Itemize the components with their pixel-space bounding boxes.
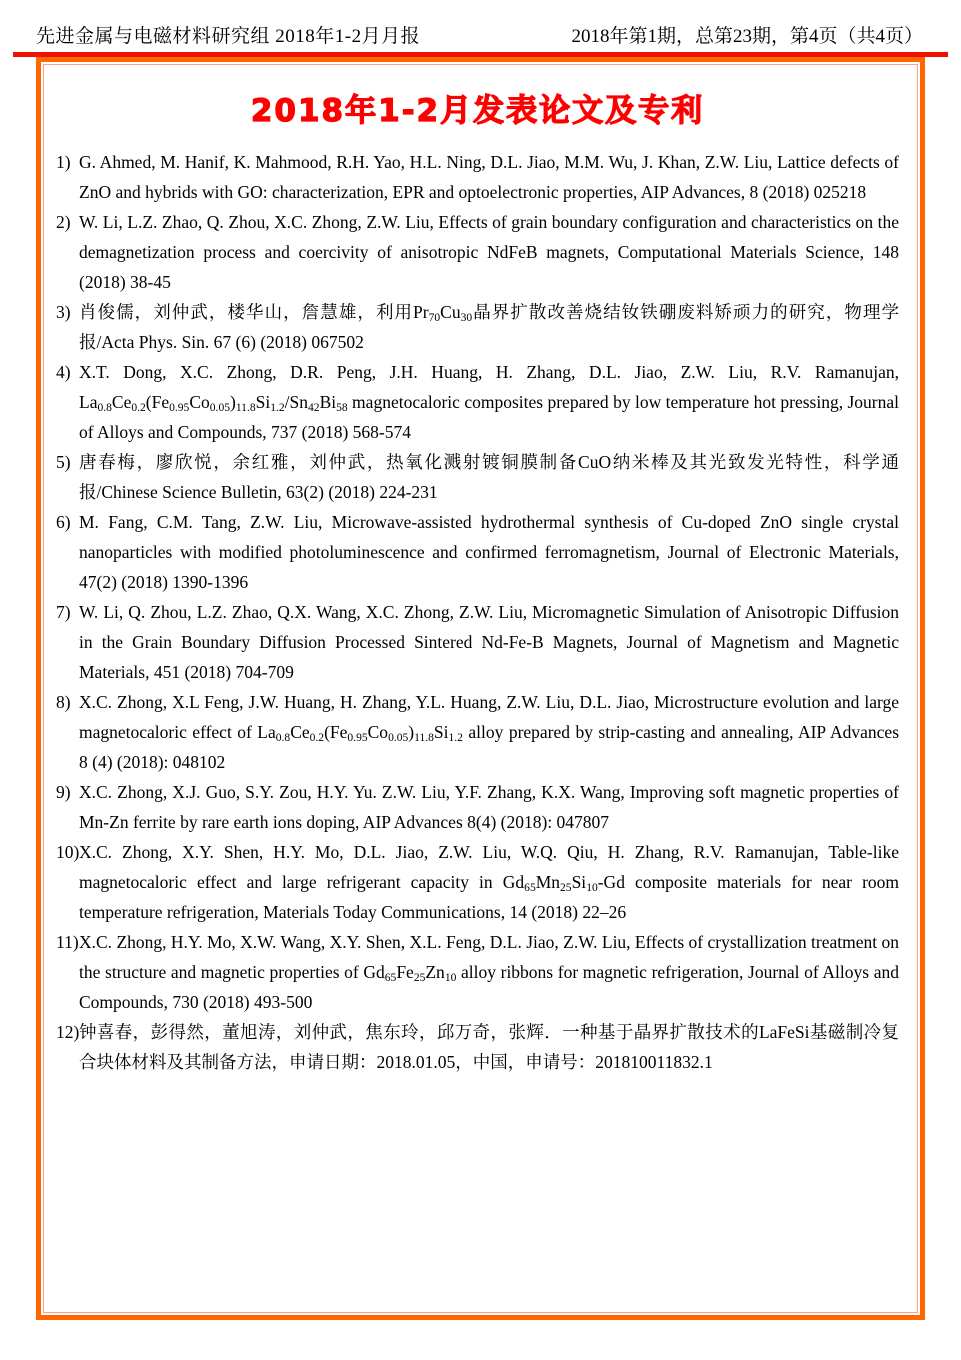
chemical-subscript: 10 [586, 881, 598, 894]
chemical-subscript: 58 [336, 401, 348, 414]
chemical-subscript: 65 [524, 881, 536, 894]
references-list [54, 147, 901, 1077]
reference-item [54, 147, 899, 207]
reference-item [54, 1017, 899, 1077]
reference-number: 1) [56, 152, 71, 172]
header-group-name: 先进金属与电磁材料研究组 2018年1-2月月报 [36, 26, 421, 47]
header-issue-info: 2018年第1期，总第23期，第4页（共4页） [571, 26, 923, 47]
reference-text: 钟喜春，彭得然，董旭涛，刘仲武，焦东玲，邱万奇，张辉．一种基于晶界扩散技术的LaFeSi基磁制冷复合块体材料及其制备方法，申请日期：2018.01.05，中国，申请号：201810011832.1 [79, 1022, 899, 1072]
chemical-subscript: 0.2 [131, 401, 146, 414]
content-frame-outer [36, 57, 925, 1320]
reference-number: 7) [56, 602, 71, 622]
chemical-subscript: 42 [308, 401, 320, 414]
reference-item [54, 777, 899, 837]
chemical-subscript: 0.95 [169, 401, 190, 414]
chemical-subscript: 10 [444, 971, 457, 984]
chemical-subscript: 0.05 [209, 401, 230, 414]
reference-item [54, 597, 899, 687]
reference-item [54, 507, 899, 597]
reference-text: W. Li, Q. Zhou, L.Z. Zhao, Q.X. Wang, X.C. Zhong, Z.W. Liu, Micromagnetic Simulation of Anisotropic Diffusion in the Grain Boundary Diffusion Processed Sintered Nd-Fe-B Magnets, Journal of Magnetism and Magnetic Materials, 451 (2018) 704-709 [79, 602, 899, 682]
reference-text: X.C. Zhong, X.L Feng, J.W. Huang, H. Zhang, Y.L. Huang, Z.W. Liu, D.L. Jiao, Microstructure evolution and large magnetocaloric effect of $La_{0.8}Ce_{0.2}(Fe_{0.95}Co_{0.05})_{11.8}Si_{1.2}$ alloy prepared by strip-casting and annealing, AIP Advances 8 (4) (2018): 048102 [79, 692, 899, 772]
reference-number: 11) [56, 932, 79, 952]
reference-item [54, 207, 899, 297]
page-header [0, 0, 961, 50]
content-frame-inner [43, 64, 918, 1313]
reference-item [54, 297, 899, 357]
chemical-subscript: 70 [428, 311, 441, 324]
reference-number: 3) [56, 302, 71, 322]
chemical-subscript: 25 [560, 881, 572, 894]
chemical-subscript: 0.8 [97, 401, 112, 414]
chemical-subscript: 0.95 [347, 731, 368, 744]
chemical-subscript: 0.8 [275, 731, 291, 744]
reference-text: W. Li, L.Z. Zhao, Q. Zhou, X.C. Zhong, Z.W. Liu, Effects of grain boundary configuration and characteristics on the demagnetization process and coercivity of anisotropic NdFeB magnets, Computational Materials Science, 148 (2018) 38-45 [79, 212, 899, 292]
chemical-subscript: 11.8 [414, 731, 434, 744]
chemical-subscript: 65 [384, 971, 397, 984]
reference-number: 2) [56, 212, 71, 232]
reference-number: 12) [56, 1022, 80, 1042]
reference-item [54, 837, 899, 927]
chemical-subscript: 1.2 [448, 731, 463, 744]
reference-text: 唐春梅，廖欣悦，余红雅，刘仲武，热氧化溅射镀铜膜制备CuO纳米棒及其光致发光特性，科学通报/Chinese Science Bulletin, 63(2) (2018) 224-231 [79, 452, 899, 502]
reference-text: X.T. Dong, X.C. Zhong, D.R. Peng, J.H. Huang, H. Zhang, D.L. Jiao, Z.W. Liu, R.V. Ramanujan, $La_{0.8}Ce_{0.2}(Fe_{0.95}Co_{0.05})_{11.8}Si_{1.2}/Sn_{42}Bi_{58}$ magnetocaloric composites prepared by low temperature hot pressing, Journal of Alloys and Compounds, 737 (2018) 568-574 [79, 362, 899, 442]
chemical-subscript: 25 [413, 971, 426, 984]
reference-number: 8) [56, 692, 71, 712]
reference-text: X.C. Zhong, H.Y. Mo, X.W. Wang, X.Y. Shen, X.L. Feng, D.L. Jiao, Z.W. Liu, Effects of crystallization treatment on the structure and magnetic properties of $Gd_{65}Fe_{25}Zn_{10}$ alloy ribbons for magnetic refrigeration, Journal of Alloys and Compounds, 730 (2018) 493-500 [79, 932, 899, 1012]
chemical-subscript: 0.2 [309, 731, 325, 744]
reference-item [54, 357, 899, 447]
reference-item [54, 927, 899, 1017]
chemical-subscript: 1.2 [270, 401, 285, 414]
reference-number: 5) [56, 452, 71, 472]
reference-text: X.C. Zhong, X.J. Guo, S.Y. Zou, H.Y. Yu. Z.W. Liu, Y.F. Zhang, K.X. Wang, Improving soft magnetic properties of Mn-Zn ferrite by rare earth ions doping, AIP Advances 8(4) (2018): 047807 [79, 782, 899, 832]
reference-text: 肖俊儒，刘仲武，楼华山，詹慧雄，利用$Pr_{70}Cu_{30}$晶界扩散改善烧结钕铁硼废料矫顽力的研究，物理学报/Acta Phys. Sin. 67 (6) (2018) 067502 [79, 302, 900, 352]
reference-number: 9) [56, 782, 71, 802]
reference-text: G. Ahmed, M. Hanif, K. Mahmood, R.H. Yao, H.L. Ning, D.L. Jiao, M.M. Wu, J. Khan, Z.W. Liu, Lattice defects of ZnO and hybrids with GO: characterization, EPR and optoelectronic properties, AIP Advances, 8 (2018) 025218 [79, 152, 899, 202]
reference-item [54, 447, 899, 507]
reference-number: 10) [56, 842, 80, 862]
reference-text: M. Fang, C.M. Tang, Z.W. Liu, Microwave-assisted hydrothermal synthesis of Cu-doped ZnO single crystal nanoparticles with modified photoluminescence and confirmed ferromagnetism, Journal of Electronic Materials, 47(2) (2018) 1390-1396 [79, 512, 899, 592]
page-title: 2018年1-2月发表论文及专利 [250, 93, 705, 129]
reference-number: 4) [56, 362, 71, 382]
chemical-subscript: 11.8 [235, 401, 256, 414]
chemical-subscript: 30 [460, 311, 473, 324]
reference-number: 6) [56, 512, 71, 532]
reference-item [54, 687, 899, 777]
reference-text: X.C. Zhong, X.Y. Shen, H.Y. Mo, D.L. Jiao, Z.W. Liu, W.Q. Qiu, H. Zhang, R.V. Ramanujan, Table-like magnetocaloric effect and large refrigerant capacity in $Gd_{65}Mn_{25}Si_{10}-Gd$ composite materials for near room temperature refrigeration, Materials Today Communications, 14 (2018) 22–26 [79, 842, 900, 922]
chemical-subscript: 0.05 [388, 731, 409, 744]
